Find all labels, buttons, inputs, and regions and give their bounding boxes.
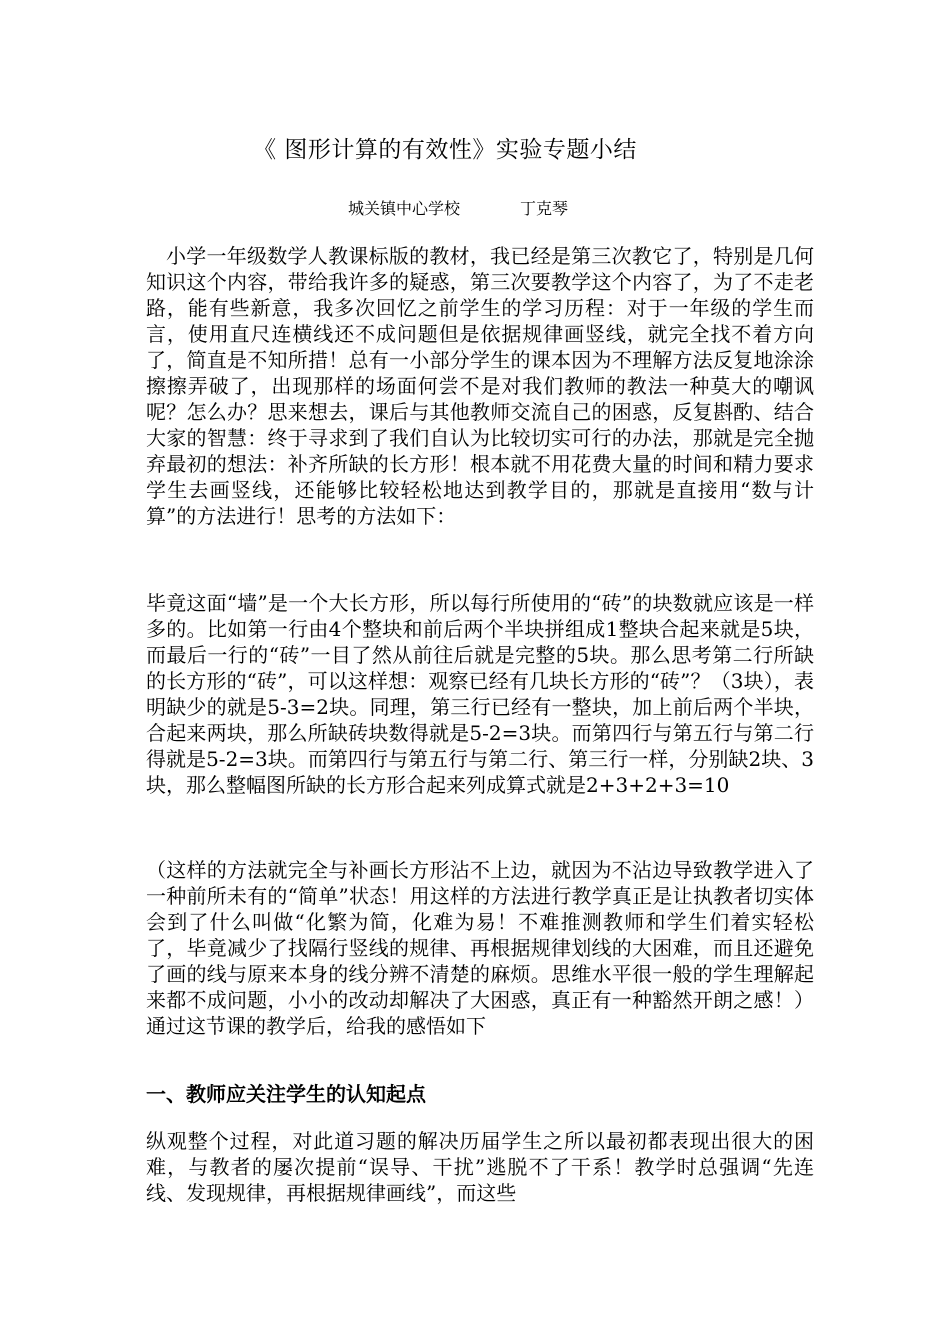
section-heading: 一、教师应关注学生的认知起点: [146, 1082, 426, 1106]
paragraph-reflection: （这样的方法就完全与补画长方形沾不上边，就因为不沾边导致教学进入了一种前所未有的“简单”状态！用这样的方法进行教学真正是让执教者切实体会到了什么叫做“化繁为简，化难为易！不难推测教师和学生们着实轻松了，毕竟减少了找隔行竖线的规律、再根据规律划线的大困难，而且还避免了画的线与原来本身的线分辨不清楚的麻烦。思维水平很一般的学生理解起来都不成问题，小小的改动却解决了大困惑，真正有一种豁然开朗之感！）通过这节课的教学后，给我的感悟如下: [146, 858, 814, 1038]
paragraph-intro: 小学一年级数学人教课标版的教材，我已经是第三次教它了，特别是几何知识这个内容，带给我许多的疑惑，第三次要教学这个内容了，为了不走老路，能有些新意，我多次回忆之前学生的学习历程：对于一年级的学生而言，使用直尺连横线还不成问题但是依据规律画竖线，就完全找不着方向了，简直是不知所措！总有一小部分学生的课本因为不理解方法反复地涂涂擦擦弄破了，出现那样的场面何尝不是对我们教师的教法一种莫大的嘲讽呢？怎么办？思来想去，课后与其他教师交流自己的困惑，反复斟酌、结合大家的智慧：终于寻求到了我们自认为比较切实可行的办法，那就是完全抛弃最初的想法：补齐所缺的长方形！根本就不用花费大量的时间和精力要求学生去画竖线，还能够比较轻松地达到教学目的，那就是直接用“数与计算”的方法进行！思考的方法如下：: [146, 244, 814, 528]
paragraph-section-one: 纵观整个过程，对此道习题的解决历届学生之所以最初都表现出很大的困难，与教者的屡次提前“误导、干扰”逃脱不了干系！教学时总强调“先连线、发现规律，再根据规律画线”，而这些: [146, 1129, 814, 1205]
document-title: 《 图形计算的有效性》实验专题小结: [253, 137, 637, 163]
byline: [348, 197, 568, 221]
author-name: 丁克琴: [520, 199, 569, 218]
school-name: 城关镇中心学校: [348, 199, 461, 218]
paragraph-method: 毕竟这面“墙”是一个大长方形，所以每行所使用的“砖”的块数就应该是一样多的。比如第一行由4个整块和前后两个半块拼组成1整块合起来就是5块，而最后一行的“砖”一目了然从前往后就是完整的5块。那么思考第二行所缺的长方形的“砖”，可以这样想：观察已经有几块长方形的“砖”？（3块），表明缺少的就是5-3=2块。同理，第三行已经有一整块，加上前后两个半块，合起来两块，那么所缺砖块数得就是5-2=3块。而第四行与第五行与第二行得就是5-2=3块。而第四行与第五行与第二行、第三行一样，分别缺2块、3块，那么整幅图所缺的长方形合起来列成算式就是2+3+2+3=10: [146, 591, 814, 797]
